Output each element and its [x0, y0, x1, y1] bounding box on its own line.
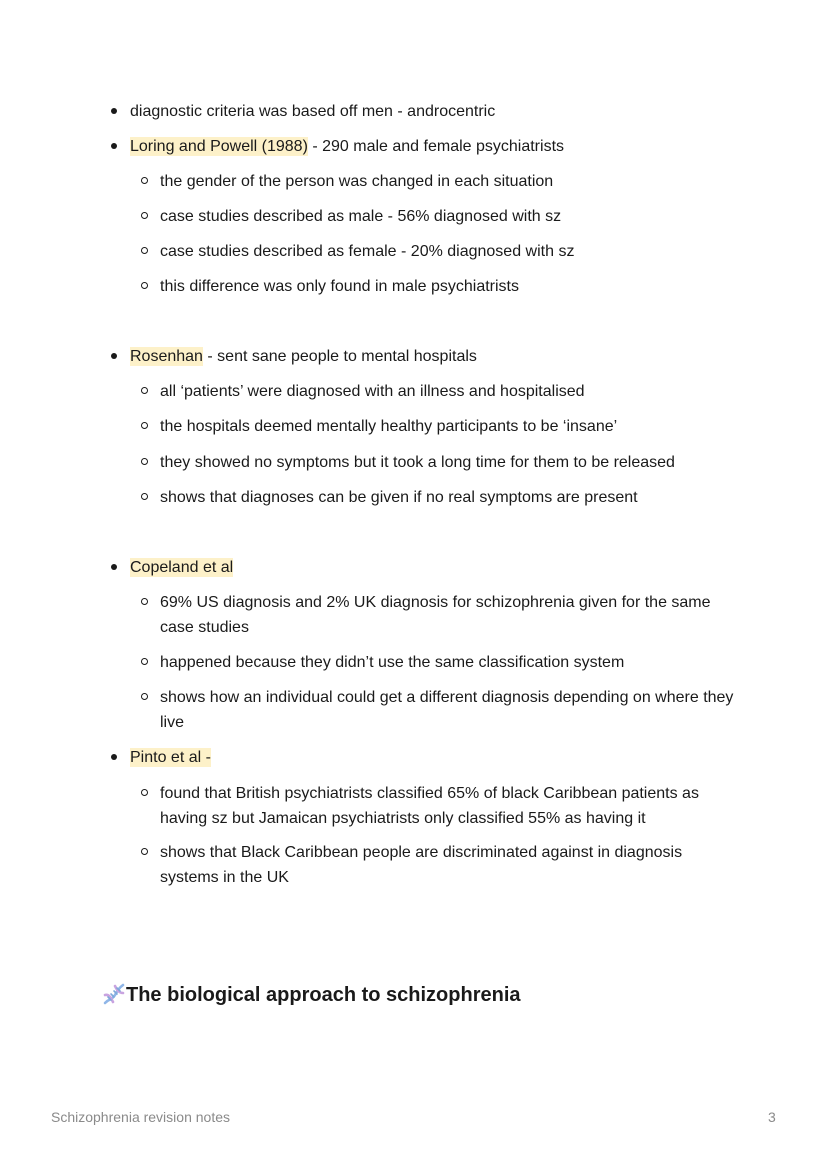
bullet-item — [130, 344, 740, 369]
sub-bullet-circle — [141, 848, 148, 855]
sub-bullet-circle — [141, 212, 148, 219]
sub-bullet-circle — [141, 493, 148, 500]
sub-bullet-text: happened because they didn’t use the same classification system — [160, 654, 625, 671]
sub-bullet-item — [160, 239, 740, 264]
sub-bullet-text: shows that Black Caribbean people are discriminated against in diagnosis systems in the UK — [160, 844, 683, 886]
bullet-text: diagnostic criteria was based off men - androcentric — [130, 103, 496, 120]
sub-bullet-item — [160, 379, 740, 404]
sub-bullet-text: this difference was only found in male psychiatrists — [160, 278, 519, 295]
sub-bullet-text: found that British psychiatrists classified 65% of black Caribbean patients as having sz but Jamaican psychiatrists only classified 55% as having it — [160, 785, 699, 827]
sub-bullet-text: shows how an individual could get a different diagnosis depending on where they live — [160, 689, 734, 731]
sub-bullet-item — [160, 274, 740, 299]
sub-bullet-text: case studies described as female - 20% diagnosed with sz — [160, 243, 575, 260]
sub-bullet-item — [160, 414, 740, 439]
sub-bullet-circle — [141, 247, 148, 254]
sub-bullet-text: the gender of the person was changed in each situation — [160, 173, 554, 190]
bullet-text: - 290 male and female psychiatrists — [307, 138, 565, 155]
sub-bullet-circle — [141, 658, 148, 665]
highlighted-study-name: Rosenhan — [130, 348, 203, 365]
bullet-dot — [111, 108, 117, 114]
sub-bullet-item — [160, 450, 740, 475]
bullet-dot — [111, 564, 117, 570]
bullet-dot — [111, 143, 117, 149]
sub-bullet-item — [160, 169, 740, 194]
bullet-item — [130, 99, 740, 124]
sub-bullet-item — [160, 650, 740, 675]
sub-bullet-circle — [141, 422, 148, 429]
bullet-dot — [111, 353, 117, 359]
sub-bullet-item — [160, 685, 740, 735]
sub-bullet-text: 69% US diagnosis and 2% UK diagnosis for schizophrenia given for the same case studies — [160, 594, 711, 636]
section-heading — [102, 981, 521, 1009]
sub-bullet-circle — [141, 458, 148, 465]
sub-bullet-item — [160, 781, 740, 831]
sub-bullet-circle — [141, 598, 148, 605]
sub-bullet-text: shows that diagnoses can be given if no real symptoms are present — [160, 489, 638, 506]
bullet-item — [130, 134, 740, 159]
sub-bullet-circle — [141, 282, 148, 289]
sub-bullet-item — [160, 590, 740, 640]
sub-bullet-circle — [141, 177, 148, 184]
sub-bullet-item — [160, 840, 740, 890]
section-heading-text: The biological approach to schizophrenia — [126, 984, 521, 1006]
sub-bullet-text: they showed no symptoms but it took a long time for them to be released — [160, 454, 675, 471]
sub-bullet-text: case studies described as male - 56% diagnosed with sz — [160, 208, 562, 225]
sub-bullet-text: the hospitals deemed mentally healthy participants to be ‘insane’ — [160, 418, 618, 435]
sub-bullet-item — [160, 485, 740, 510]
highlighted-study-name: Loring and Powell (1988) — [130, 138, 308, 155]
sub-bullet-item — [160, 204, 740, 229]
page-number: 3 — [768, 1109, 776, 1125]
highlighted-study-name: Pinto et al - — [130, 749, 211, 766]
bullet-text: - sent sane people to mental hospitals — [202, 348, 477, 365]
bullet-dot — [111, 754, 117, 760]
sub-bullet-circle — [141, 789, 148, 796]
sub-bullet-circle — [141, 387, 148, 394]
bullet-item — [130, 745, 740, 770]
dna-icon — [102, 982, 126, 1006]
sub-bullet-text: all ‘patients’ were diagnosed with an illness and hospitalised — [160, 383, 585, 400]
footer-document-title: Schizophrenia revision notes — [51, 1109, 230, 1125]
bullet-item — [130, 555, 740, 580]
highlighted-study-name: Copeland et al — [130, 559, 234, 576]
sub-bullet-circle — [141, 693, 148, 700]
